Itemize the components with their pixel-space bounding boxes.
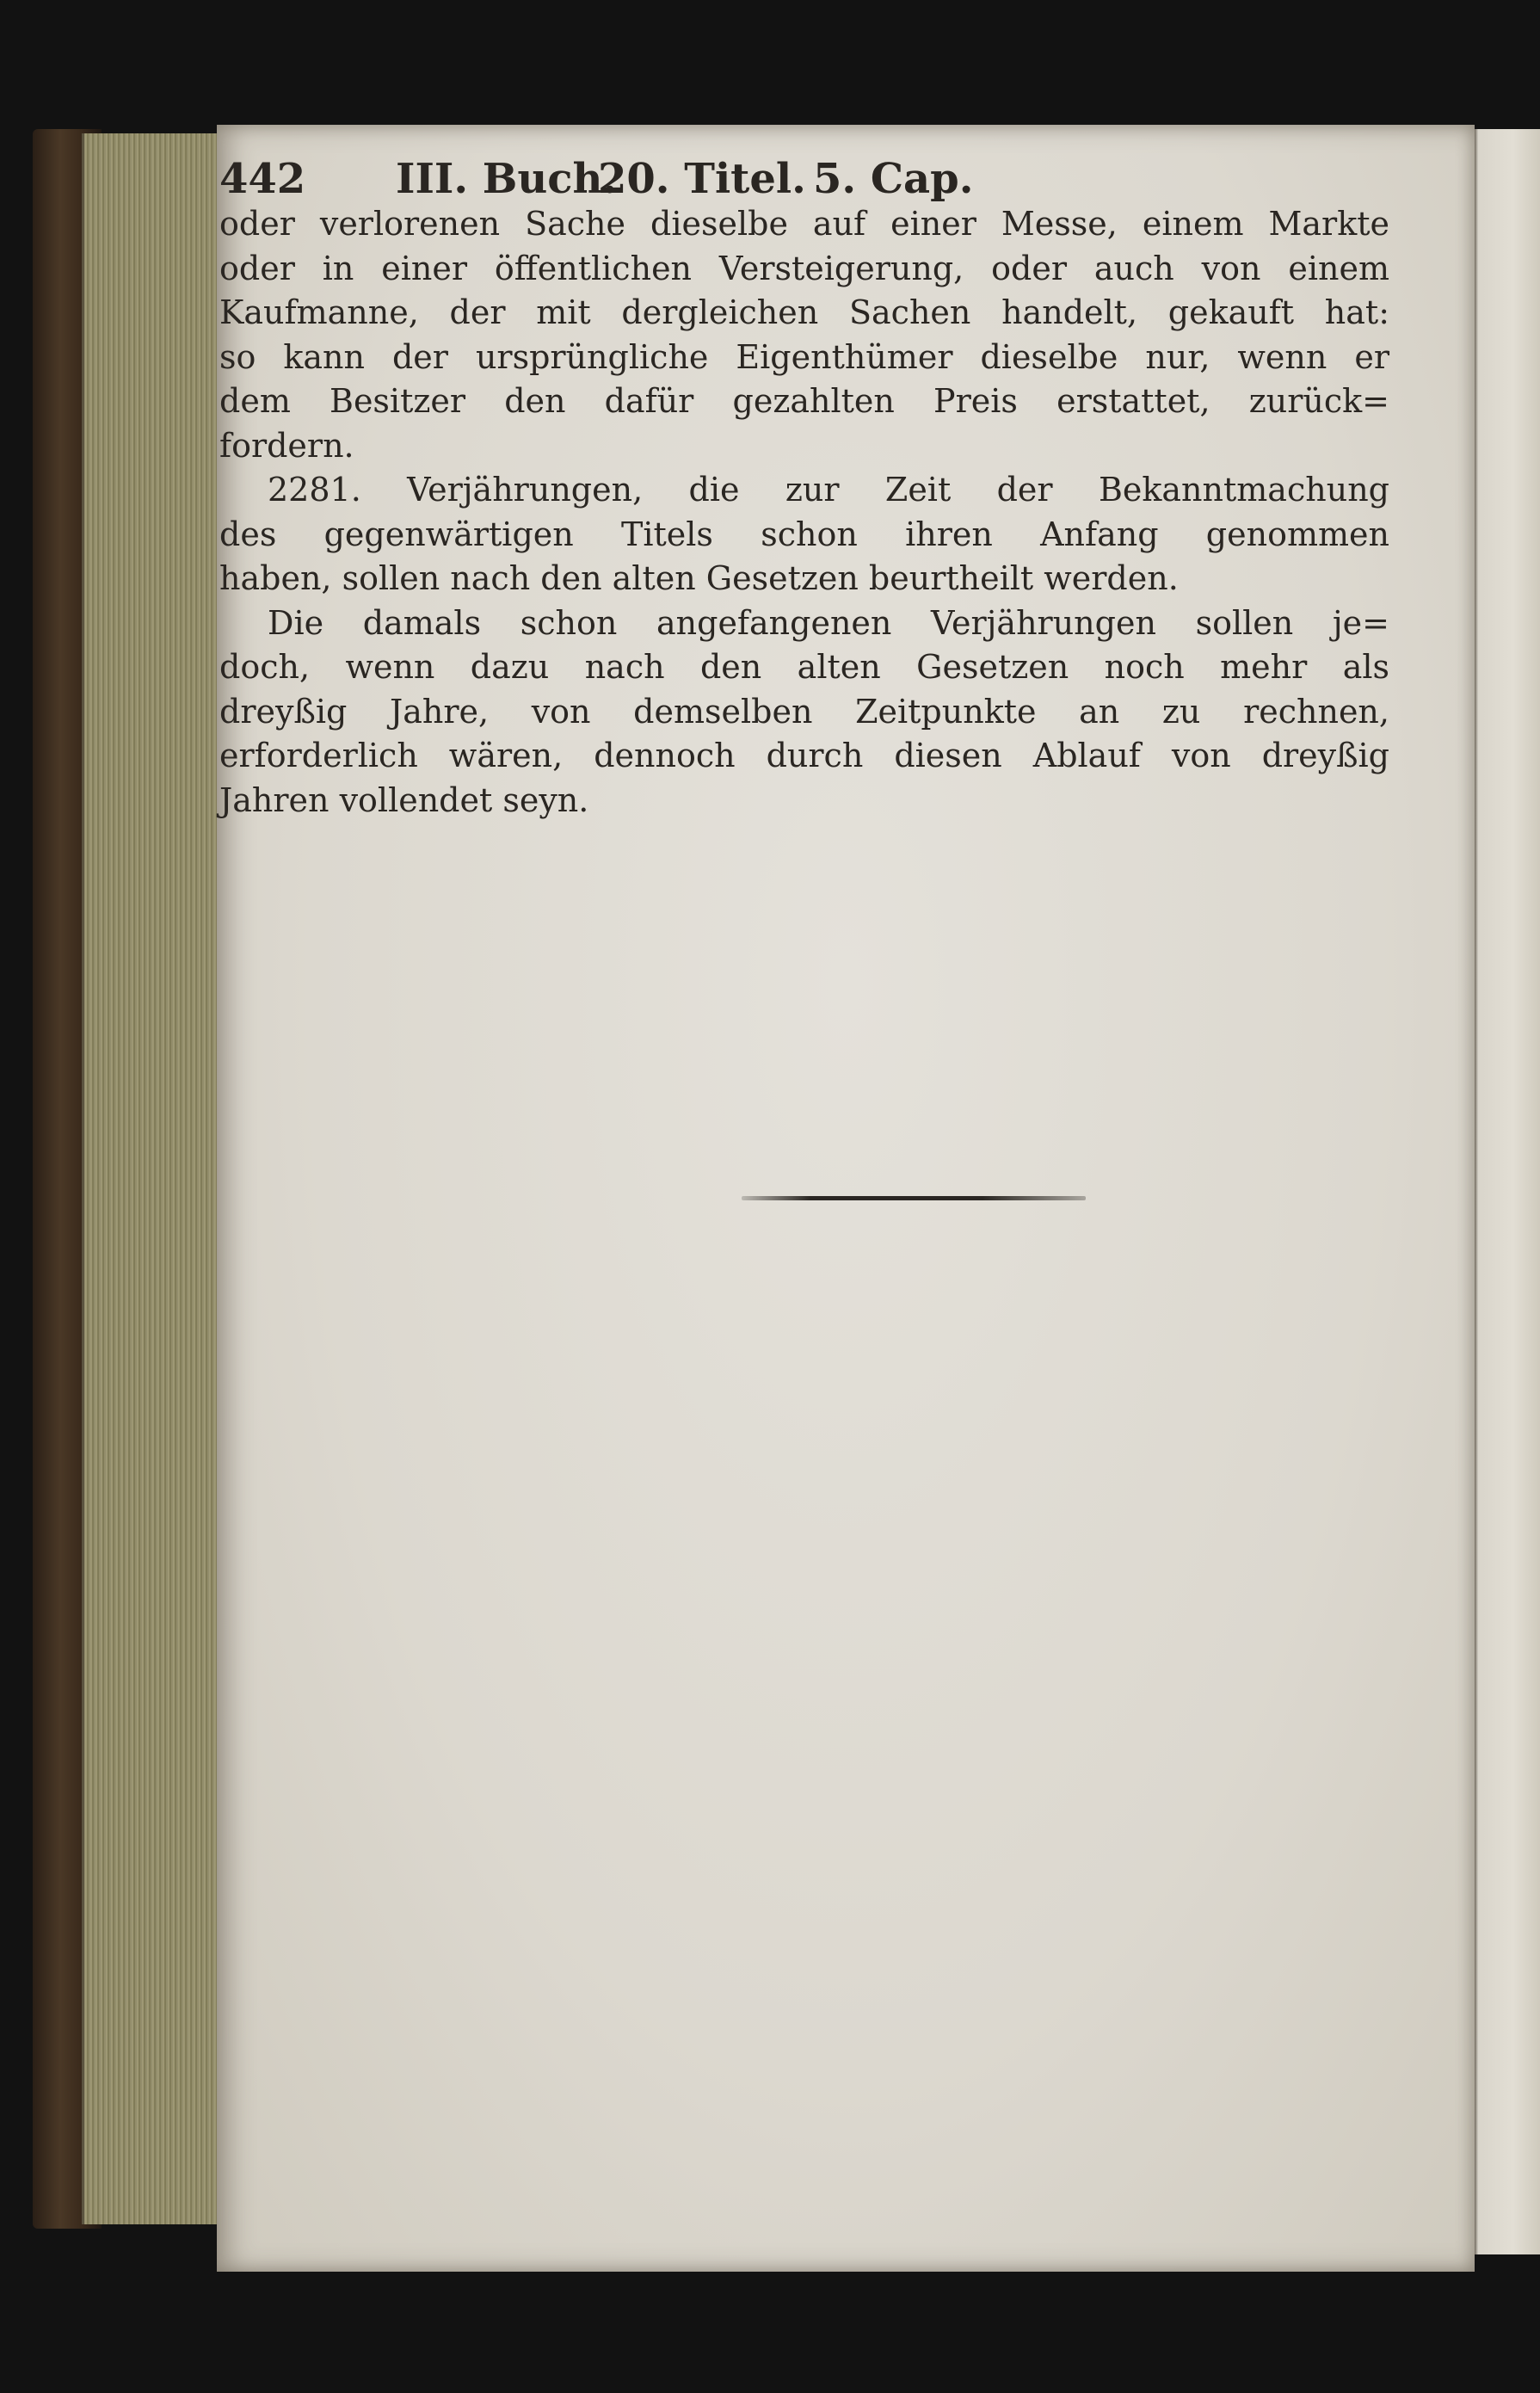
book-label: III. Buch. [396,155,618,203]
facing-page-edge [1473,129,1540,2254]
chapter-label: 5. Cap. [813,155,974,203]
text-line: Die damals schon angefangenen Verjährungen sollen je= [268,603,1389,642]
end-rule [742,1196,1086,1200]
text-line: Jahren vollendet seyn. [219,780,589,819]
page-number: 442 [219,155,306,203]
text-line: oder in einer öffentlichen Versteigerung, oder auch von einem [219,249,1389,287]
title-label: 20. Titel. [598,155,806,203]
text-line: dreyßig Jahre, von demselben Zeitpunkte an zu rechnen, [219,692,1389,731]
text-line: doch, wenn dazu nach den alten Gesetzen noch mehr als [219,648,1389,686]
page-body [219,202,1389,823]
text-line: fordern. [219,426,354,465]
text-line: des gegenwärtigen Titels schon ihren Anfang genommen [219,515,1389,553]
text-line: erforderlich wären, dennoch durch diesen Ablauf von dreyßig [219,737,1389,774]
text-line: Kaufmanne, der mit dergleichen Sachen handelt, gekauft hat: [219,293,1389,331]
page-block-edge [82,133,222,2224]
paragraph-2281-line: 2281. Verjährungen, die zur Zeit der Bekanntmachung [268,471,1389,509]
text-line: oder verlorenen Sache dieselbe auf einer Messe, einem Markte [219,205,1389,243]
text-line: so kann der ursprüngliche Eigenthümer dieselbe nur, wenn er [219,337,1389,376]
text-line: haben, sollen nach den alten Gesetzen beurtheilt werden. [219,559,1179,597]
text-line: dem Besitzer den dafür gezahlten Preis erstattet, zurück= [219,382,1389,420]
